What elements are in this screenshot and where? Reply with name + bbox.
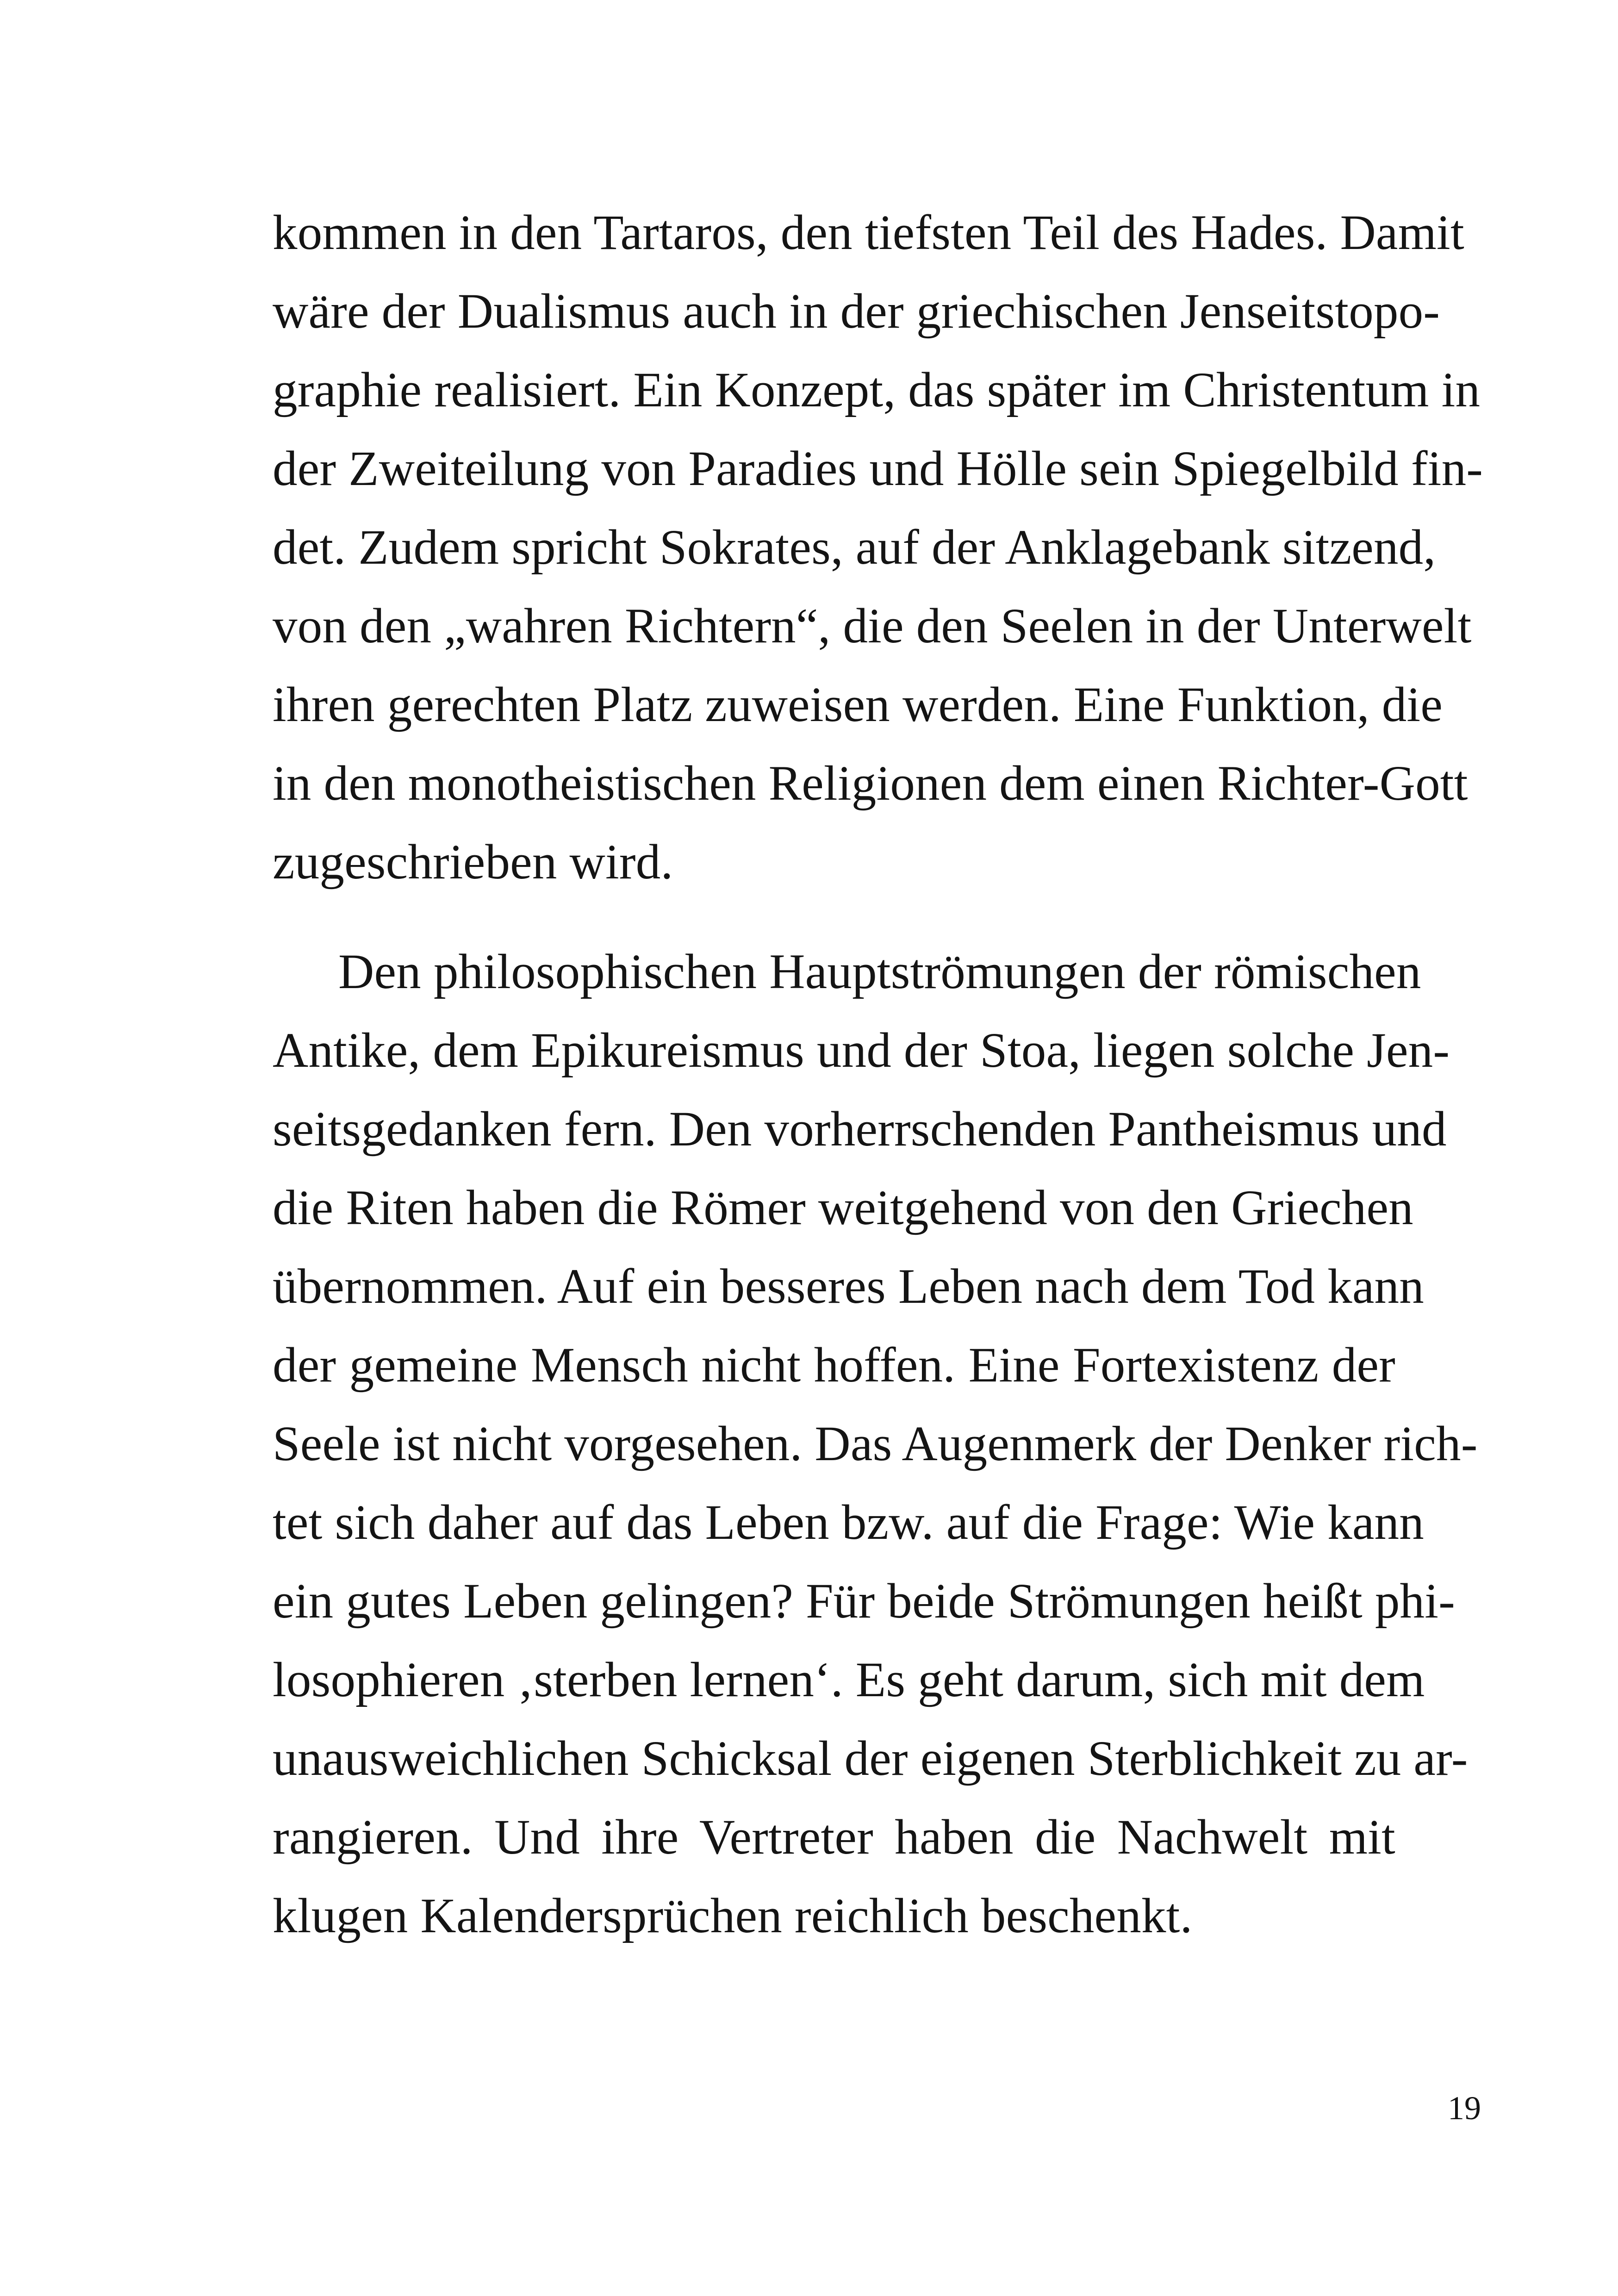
text-line: rangieren. Und ihre Vertreter haben die Nachwelt mit	[273, 1810, 1395, 1865]
text-line: Seele ist nicht vorgesehen. Das Augenmerk der Denker rich-	[273, 1417, 1478, 1471]
text-line: der gemeine Mensch nicht hoffen. Eine Fortexistenz der	[273, 1338, 1395, 1393]
text-line: graphie realisiert. Ein Konzept, das später im Christentum in	[273, 363, 1481, 417]
paragraph-2	[273, 933, 1478, 1955]
text-line: der Zweiteilung von Paradies und Hölle sein Spiegelbild fin-	[273, 442, 1483, 496]
page-number: 19	[1448, 2090, 1481, 2127]
text-line: übernommen. Auf ein besseres Leben nach dem Tod kann	[273, 1259, 1424, 1314]
text-line: Antike, dem Epikureismus und der Stoa, liegen solche Jen-	[273, 1023, 1450, 1078]
text-line: klugen Kalendersprüchen reichlich beschenkt.	[273, 1889, 1193, 1943]
text-line: Den philosophischen Hauptströmungen der römischen	[338, 945, 1421, 999]
text-line: unausweichlichen Schicksal der eigenen Sterblichkeit zu ar-	[273, 1731, 1468, 1786]
text-line: wäre der Dualismus auch in der griechischen Jenseitstopo-	[273, 284, 1440, 339]
text-line: ein gutes Leben gelingen? Für beide Strömungen heißt phi-	[273, 1574, 1456, 1629]
text-line: in den monotheistischen Religionen dem einen Richter-Gott	[273, 756, 1468, 811]
text-line: zugeschrieben wird.	[273, 835, 673, 890]
paragraph-1	[273, 193, 1483, 902]
text-line: seitsgedanken fern. Den vorherrschenden Pantheismus und	[273, 1102, 1447, 1157]
text-line: von den „wahren Richtern“, die den Seelen in der Unterwelt	[273, 599, 1472, 653]
text-line: losophieren ‚sterben lernen‘. Es geht darum, sich mit dem	[273, 1653, 1425, 1707]
text-line: det. Zudem spricht Sokrates, auf der Anklagebank sitzend,	[273, 520, 1436, 575]
text-line: kommen in den Tartaros, den tiefsten Teil des Hades. Damit	[273, 205, 1464, 260]
text-line: tet sich daher auf das Leben bzw. auf die Frage: Wie kann	[273, 1495, 1424, 1550]
text-line: ihren gerechten Platz zuweisen werden. Eine Funktion, die	[273, 678, 1443, 732]
text-line: die Riten haben die Römer weitgehend von den Griechen	[273, 1181, 1413, 1235]
